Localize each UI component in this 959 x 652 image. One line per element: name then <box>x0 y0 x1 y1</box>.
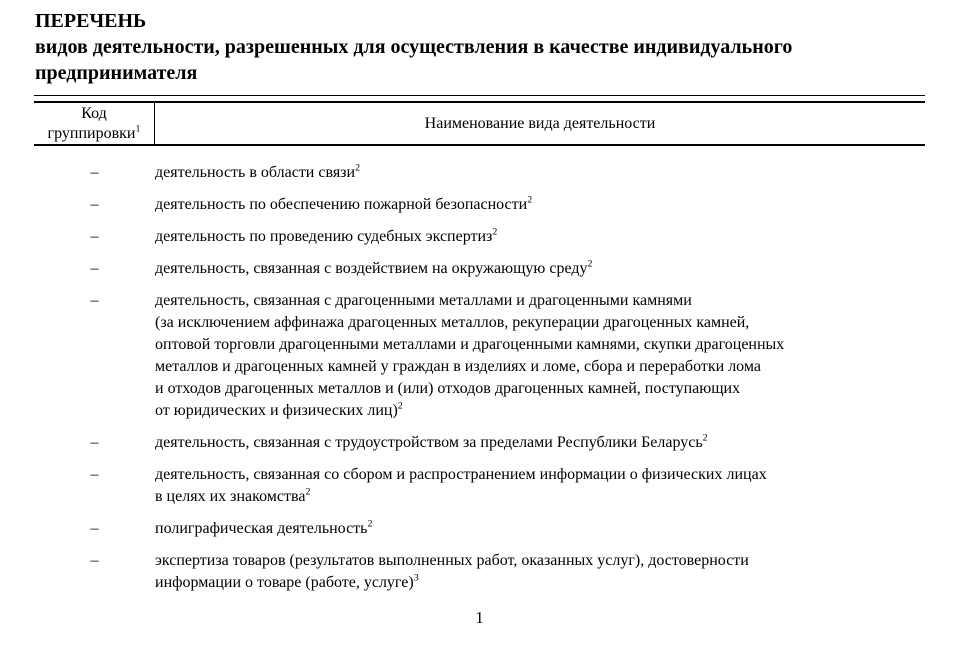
activity-name: полиграфическая деятельность$^2$ <box>155 518 373 537</box>
group-code-dash: – <box>90 520 99 537</box>
group-code-dash: – <box>90 228 99 245</box>
title-line-subtitle-2: предпринимателя <box>35 62 198 84</box>
table-top-rule <box>34 95 925 96</box>
footnote-ref: 2 <box>355 162 361 174</box>
title-line-caption: ПЕРЕЧЕНЬ <box>35 10 147 32</box>
activity-row <box>34 432 925 454</box>
activity-row <box>34 290 925 422</box>
table-header-row <box>34 101 925 146</box>
footnote-ref: 3 <box>413 572 419 584</box>
group-code-dash: – <box>90 196 99 213</box>
group-code-dash: – <box>90 292 99 309</box>
activity-row <box>34 550 925 594</box>
activity-name: деятельность в области связи$^2$ <box>155 162 361 181</box>
footnote-ref: 2 <box>527 194 533 206</box>
activity-name: деятельность, связанная с драгоценными металлами и драгоценными камнями (за исключением аффинажа драгоценных металлов, рекуперации драгоценных камней, оптовой торговли драгоценными металлами и драгоценными камнями, скупки драгоценных металлов и драгоценных камней у граждан в изделиях и ломе, сбора и переработки лома и отходов драгоценных металлов и (или) отходов драгоценных камней, поступающих от юридических и физических лиц)$^2$ <box>155 292 785 419</box>
group-code-dash: – <box>90 434 99 451</box>
group-code-header-line-2: группировки$^1$ <box>47 123 141 142</box>
footnote-ref: 2 <box>397 400 403 412</box>
footnote-ref: 1 <box>135 123 141 135</box>
footnote-ref: 2 <box>367 518 373 530</box>
activity-row <box>34 518 925 540</box>
column-header-activity-name: Наименование вида деятельности <box>424 114 656 132</box>
group-code-header-line-1: Код <box>81 104 107 122</box>
footnote-ref: 2 <box>305 486 311 498</box>
document-title <box>35 8 925 86</box>
activity-row <box>34 258 925 280</box>
group-code-dash: – <box>90 164 99 181</box>
group-code-dash: – <box>90 260 99 277</box>
activity-row <box>34 162 925 184</box>
group-code-dash: – <box>90 552 99 569</box>
page-number: 1 <box>475 608 484 627</box>
activity-row <box>34 226 925 248</box>
activity-name: деятельность, связанная с трудоустройством за пределами Республики Беларусь$^2$ <box>155 432 708 451</box>
footnote-ref: 2 <box>492 226 498 238</box>
activity-name: деятельность, связанная с воздействием на окружающую среду$^2$ <box>155 258 593 277</box>
activity-name: деятельность по обеспечению пожарной безопасности$^2$ <box>155 194 533 213</box>
activity-row <box>34 194 925 216</box>
group-code-dash: – <box>90 466 99 483</box>
footnote-ref: 2 <box>587 258 593 270</box>
footnote-ref: 2 <box>702 432 708 444</box>
title-line-subtitle-1: видов деятельности, разрешенных для осуществления в качестве индивидуального <box>35 36 793 58</box>
activity-row <box>34 464 925 508</box>
activity-list <box>34 162 925 604</box>
activity-name: деятельность по проведению судебных экспертиз$^2$ <box>155 226 498 245</box>
activity-name: экспертиза товаров (результатов выполненных работ, оказанных услуг), достоверности информации о товаре (работе, услуге)$^3$ <box>155 552 749 591</box>
activity-name: деятельность, связанная со сбором и распространением информации о физических лицах в целях их знакомства$^2$ <box>155 466 767 505</box>
column-header-group-code <box>34 103 155 144</box>
